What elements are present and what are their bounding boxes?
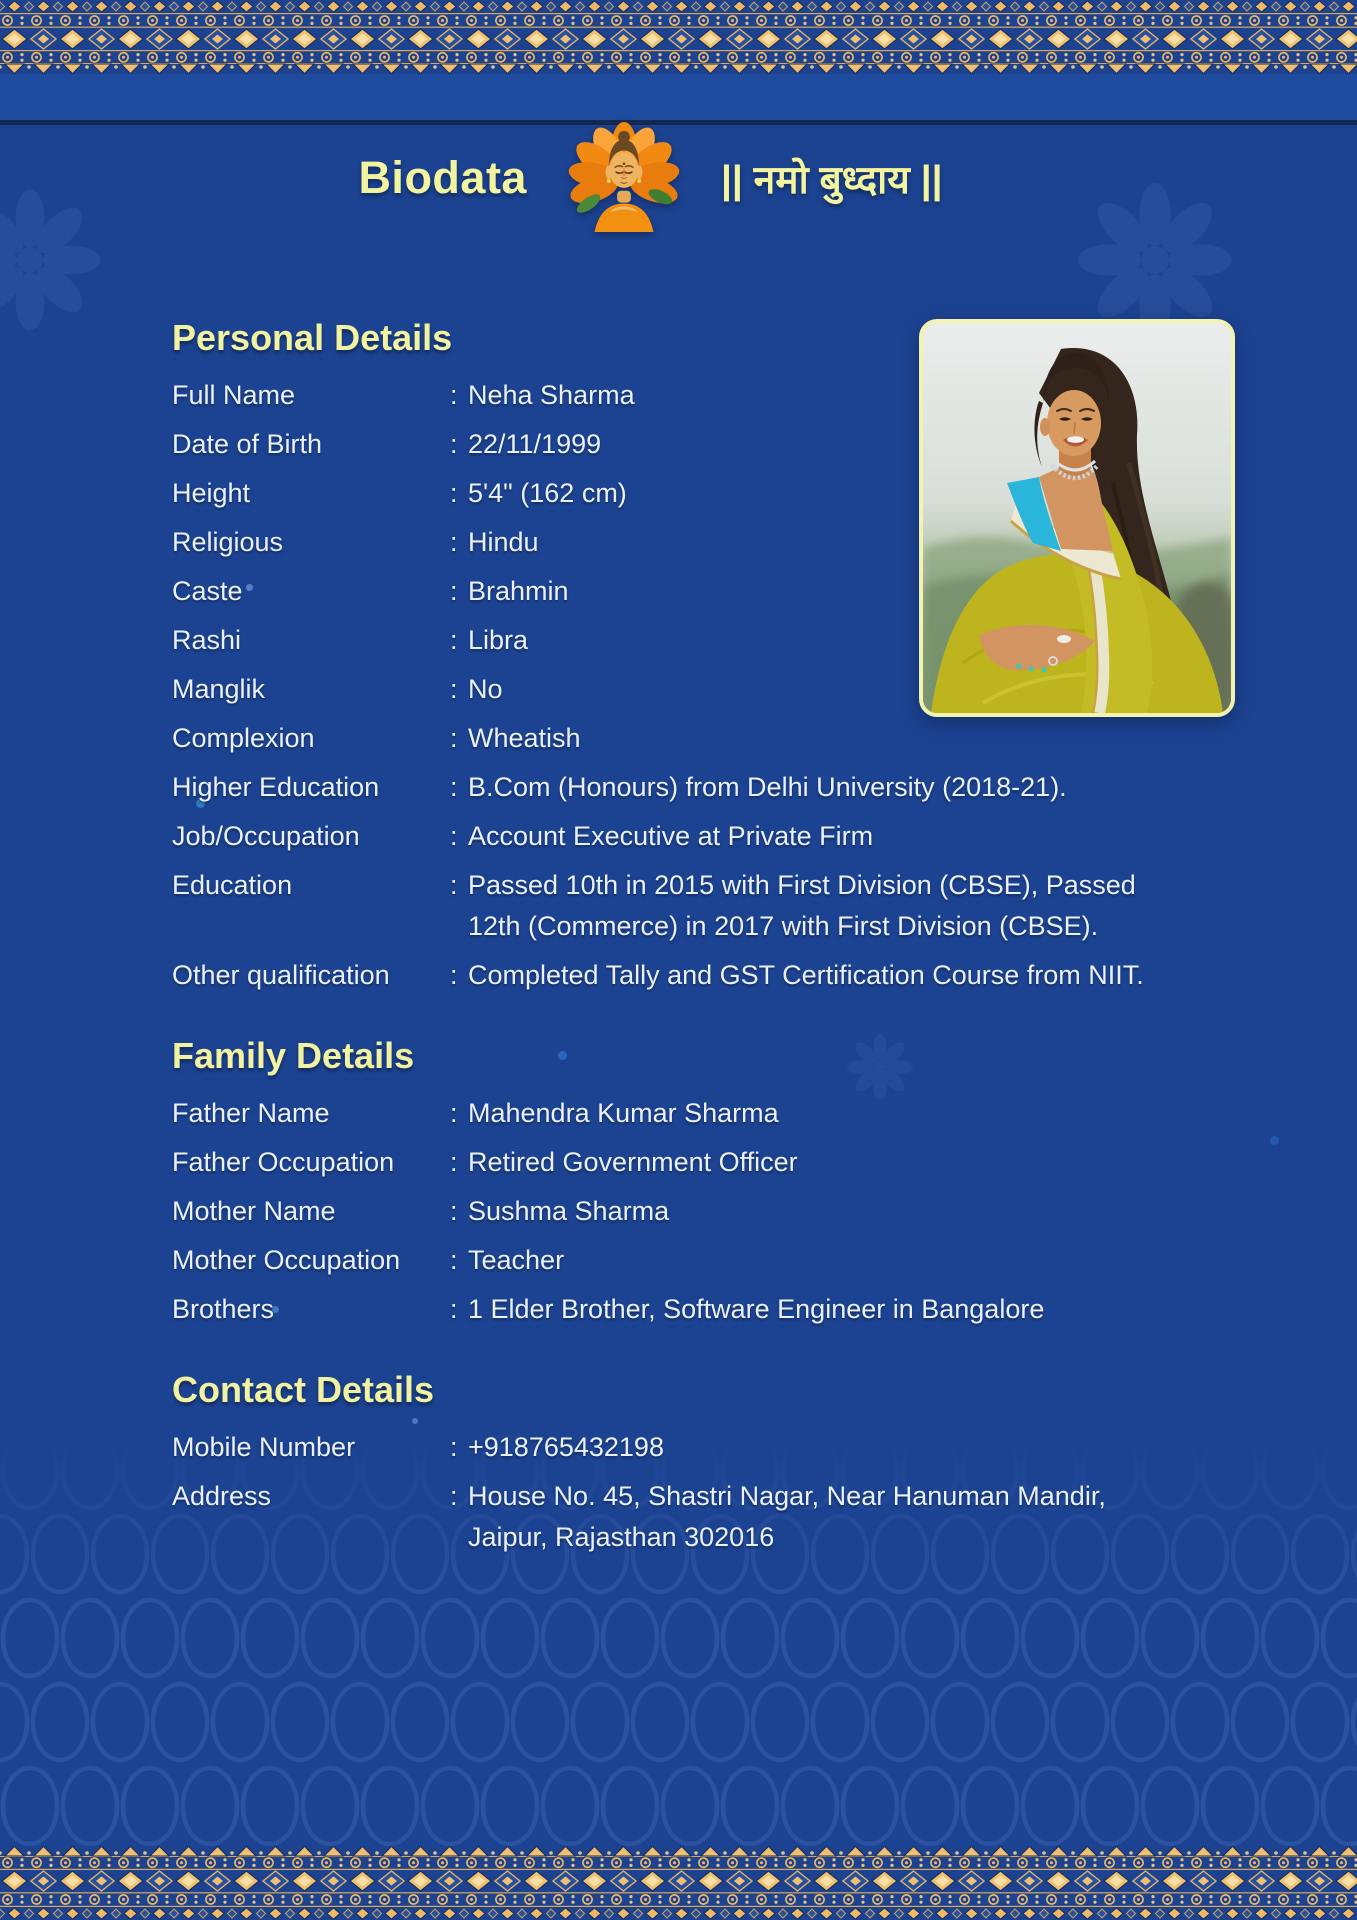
detail-label: Mother Occupation xyxy=(172,1245,401,1275)
content xyxy=(172,316,1164,1558)
detail-separator: : xyxy=(450,960,458,990)
detail-separator: : xyxy=(450,821,458,851)
detail-separator: : xyxy=(450,1481,458,1511)
detail-value: 22/11/1999 xyxy=(468,429,602,459)
section-heading: Family Details xyxy=(172,1035,415,1076)
detail-value: Account Executive at Private Firm xyxy=(468,821,874,851)
detail-value: Completed Tally and GST Certification Course from NIIT. xyxy=(468,960,1144,990)
header-band xyxy=(0,74,1357,120)
detail-value: Neha Sharma xyxy=(468,380,635,410)
detail-label: Date of Birth xyxy=(172,429,323,459)
detail-label: Religious xyxy=(172,527,284,557)
detail-separator: : xyxy=(450,429,458,459)
section-heading: Personal Details xyxy=(172,317,453,358)
detail-label: Mobile Number xyxy=(172,1432,356,1462)
detail-label: Full Name xyxy=(172,380,296,410)
detail-value: No xyxy=(468,674,503,704)
detail-value: Retired Government Officer xyxy=(468,1147,798,1177)
bottom-ornamental-border xyxy=(0,1846,1357,1920)
detail-label: Complexion xyxy=(172,723,315,753)
sparkle-dot xyxy=(1270,1136,1279,1145)
detail-label: Mother Name xyxy=(172,1196,336,1226)
detail-separator: : xyxy=(450,772,458,802)
detail-label: Address xyxy=(172,1481,272,1511)
detail-separator: : xyxy=(450,1147,458,1177)
detail-label: Brothers xyxy=(172,1294,275,1324)
detail-label: Other qualification xyxy=(172,960,390,990)
detail-label: Caste xyxy=(172,576,243,606)
detail-rows xyxy=(172,375,1164,996)
detail-label: Height xyxy=(172,478,251,508)
detail-rows xyxy=(172,1427,1164,1558)
detail-rows xyxy=(172,1093,1164,1330)
detail-value: Hindu xyxy=(468,527,539,557)
detail-separator: : xyxy=(450,1294,458,1324)
detail-separator: : xyxy=(450,576,458,606)
detail-separator: : xyxy=(450,625,458,655)
detail-separator: : xyxy=(450,1098,458,1128)
page-title: Biodata xyxy=(358,152,527,203)
detail-value: Teacher xyxy=(468,1245,565,1275)
section-contact-details xyxy=(172,1368,1164,1558)
detail-separator: : xyxy=(450,870,458,900)
header xyxy=(0,118,1329,238)
section-heading: Contact Details xyxy=(172,1369,435,1410)
detail-separator: : xyxy=(450,527,458,557)
buddha-lotus-icon xyxy=(565,121,683,235)
detail-separator: : xyxy=(450,1196,458,1226)
detail-label: Job/Occupation xyxy=(172,821,360,851)
detail-label: Father Occupation xyxy=(172,1147,395,1177)
detail-separator: : xyxy=(450,1245,458,1275)
detail-value: B.Com (Honours) from Delhi University (2018-21). xyxy=(468,772,1067,802)
detail-value: Mahendra Kumar Sharma xyxy=(468,1098,779,1128)
detail-value: +918765432198 xyxy=(468,1432,664,1462)
detail-value: Sushma Sharma xyxy=(468,1196,670,1226)
detail-separator: : xyxy=(450,1432,458,1462)
detail-separator: : xyxy=(450,674,458,704)
mantra-text: || नमो बुध्दाय || xyxy=(720,158,943,202)
section-personal-details xyxy=(172,316,1164,996)
detail-label: Education xyxy=(172,870,293,900)
detail-label: Father Name xyxy=(172,1098,330,1128)
detail-label: Manglik xyxy=(172,674,266,704)
detail-value: Libra xyxy=(468,625,529,655)
detail-separator: : xyxy=(450,478,458,508)
detail-value: 5'4" (162 cm) xyxy=(468,478,627,508)
detail-separator: : xyxy=(450,380,458,410)
top-ornamental-border xyxy=(0,0,1357,74)
detail-value: Passed 10th in 2015 with First Division (CBSE), Passed 12th (Commerce) in 2017 with First Division (CBSE). xyxy=(468,870,1136,941)
detail-value: House No. 45, Shastri Nagar, Near Hanuman Mandir, Jaipur, Rajasthan 302016 xyxy=(468,1481,1106,1552)
detail-value: Wheatish xyxy=(468,723,581,753)
detail-value: 1 Elder Brother, Software Engineer in Bangalore xyxy=(468,1294,1045,1324)
detail-separator: : xyxy=(450,723,458,753)
detail-label: Rashi xyxy=(172,625,242,655)
detail-label: Higher Education xyxy=(172,772,380,802)
detail-value: Brahmin xyxy=(468,576,569,606)
section-family-details xyxy=(172,1034,1164,1330)
